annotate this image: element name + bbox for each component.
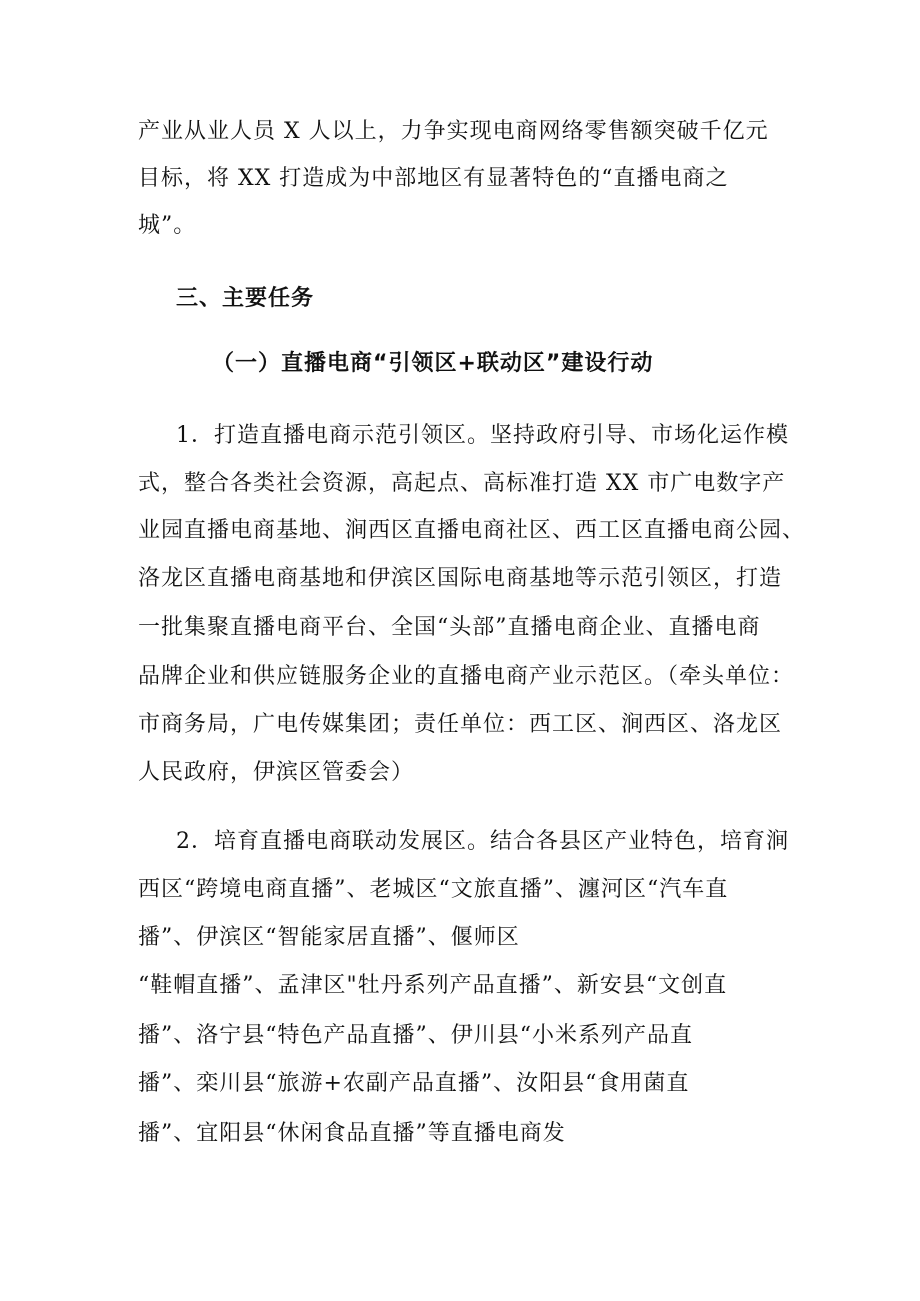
section-title: 三、主要任务 [176,286,315,311]
paragraph2-line-6: 播”、栾川县“旅游+农副产品直播”、汝阳县“食用菌直 [138,1071,690,1096]
paragraph2-line-7: 播”、宜阳县“休闲食品直播”等直播电商发 [138,1121,566,1146]
paragraph2-line-5: 播”、洛宁县“特色产品直播”、伊川县“小米系列产品直 [138,1023,693,1048]
subsection-title: （一）直播电商“引领区+联动区”建设行动 [212,351,654,376]
paragraph1-line-5: 一批集聚直播电商平台、全国“头部”直播电商企业、直播电商 [138,615,761,640]
intro-line-3: 城”。 [138,213,197,238]
paragraph2-line-1: 2．培育直播电商联动发展区。结合各县区产业特色，培育涧 [176,829,789,854]
paragraph1-line-6: 品牌企业和供应链服务企业的直播电商产业示范区。（牵头单位： [138,664,795,689]
paragraph1-line-4: 洛龙区直播电商基地和伊滨区国际电商基地等示范引领区，打造 [138,566,783,591]
intro-line-1: 产业从业人员 X 人以上，力争实现电商网络零售额突破千亿元 [138,119,769,144]
paragraph1-line-7: 市商务局，广电传媒集团；责任单位：西工区、涧西区、洛龙区 [138,712,783,737]
intro-line-2: 目标，将 XX 打造成为中部地区有显著特色的“直播电商之 [138,166,729,191]
paragraph1-line-3: 业园直播电商基地、涧西区直播电商社区、西工区直播电商公园、 [138,518,806,543]
paragraph1-line-2: 式，整合各类社会资源，高起点、高标准打造 XX 市广电数字产 [138,471,786,496]
paragraph2-line-4: “鞋帽直播”、孟津区"牡丹系列产品直播”、新安县“文创直 [138,973,728,998]
paragraph1-line-1: 1．打造直播电商示范引领区。坚持政府引导、市场化运作模 [176,423,789,448]
paragraph2-line-2: 西区“跨境电商直播”、老城区“文旅直播”、瀍河区“汽车直 [138,877,729,902]
paragraph2-line-3: 播”、伊滨区“智能家居直播”、偃师区 [138,925,520,950]
paragraph1-line-8: 人民政府，伊滨区管委会） [138,760,415,785]
